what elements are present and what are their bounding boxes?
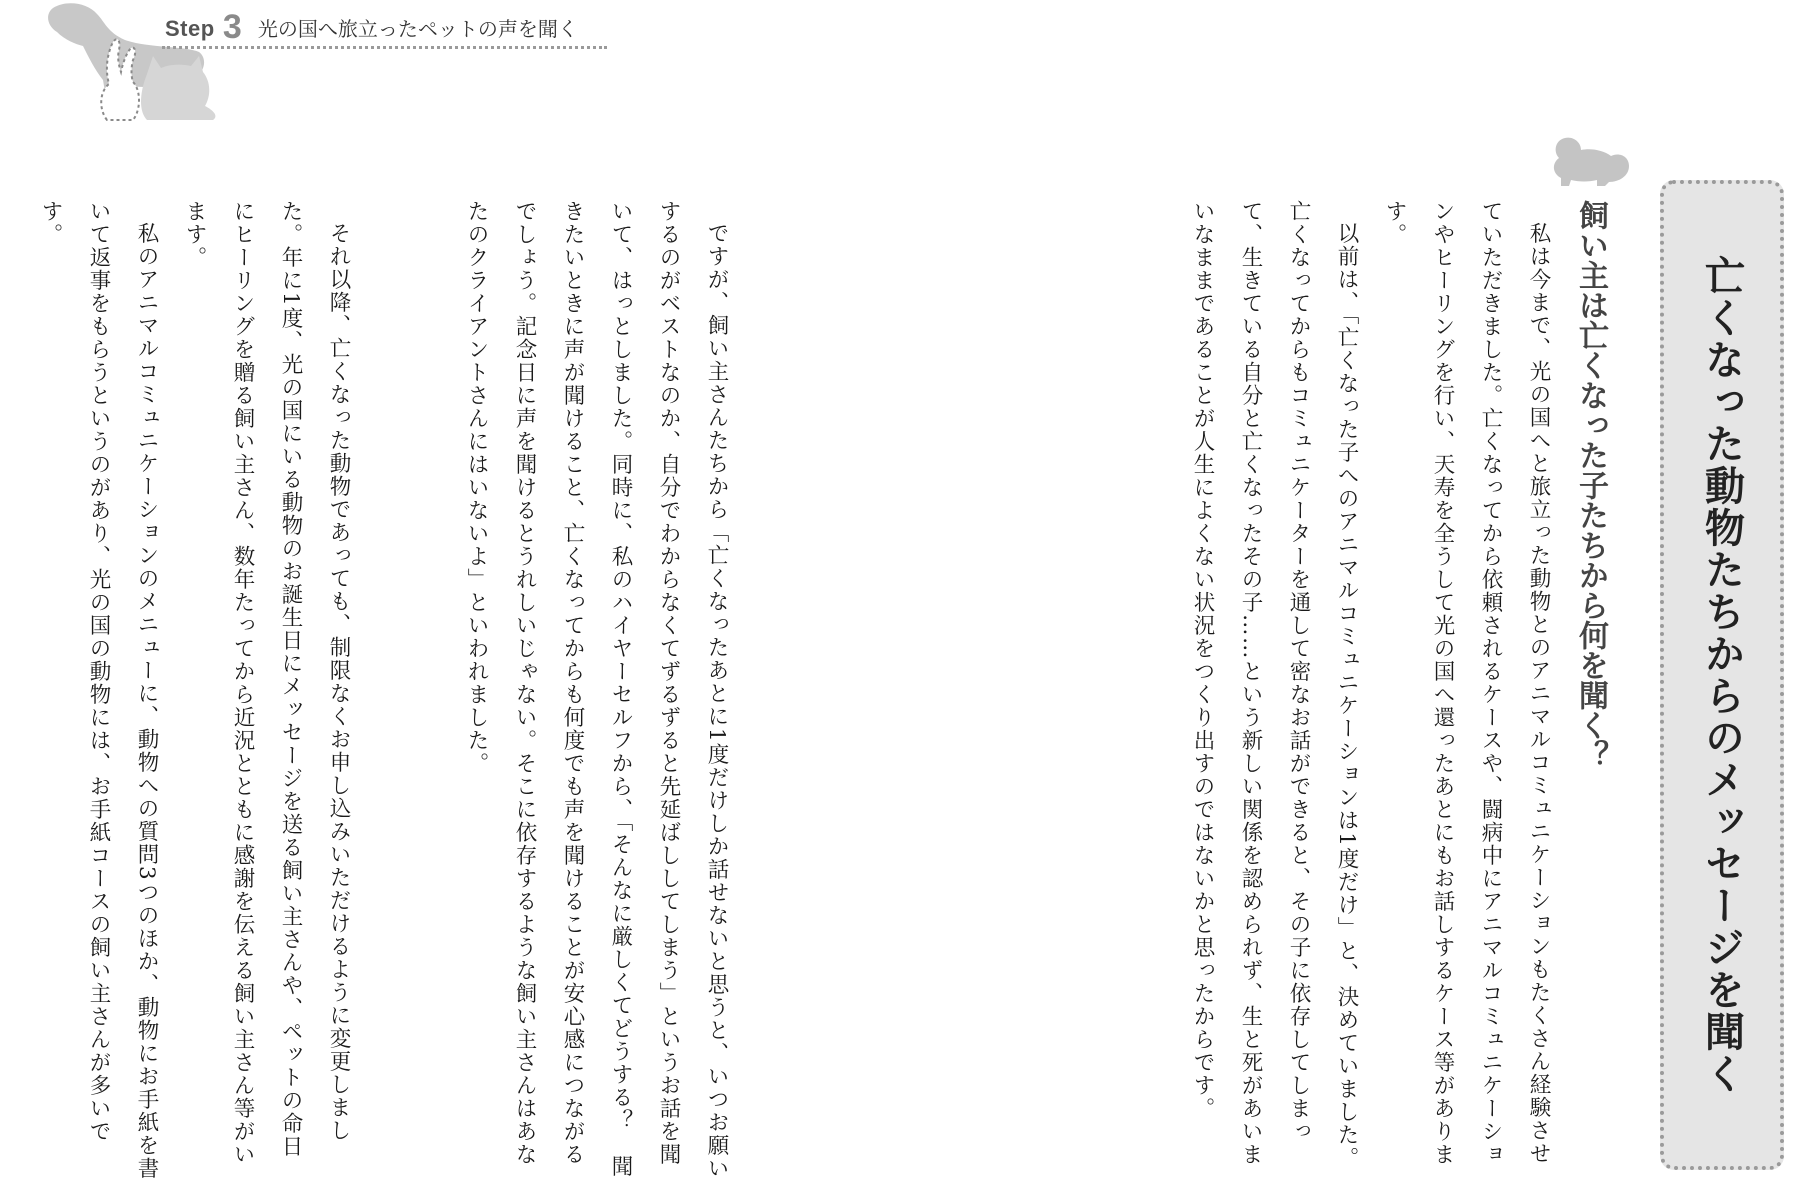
body-paragraph: 私は今まで、光の国へと旅立った動物とのアニマルコミュニケーションもたくさん経験させていただきました。亡くなってから依頼されるケースや、闘病中にアニマルコミュニケーションやヒーリングを行い、天寿を全うして光の国へ還ったあとにもお話しするケース等があります。 bbox=[1382, 200, 1551, 1166]
step-word: Step bbox=[165, 16, 215, 41]
body-paragraph: それ以降、亡くなった動物であっても、制限なくお申し込みいただけるように変更しました。年に1度、光の国にいる動物のお誕生日にメッセージを送る飼い主さんや、ペットの命日にヒーリングを贈る飼い主さん、数年たってから近況とともに感謝を伝える飼い主さん等がいます。 bbox=[182, 200, 351, 1166]
running-header bbox=[0, 0, 640, 130]
step-number: 3 bbox=[222, 8, 242, 46]
subheading: 飼い主は亡くなった子たちから何を聞く？ bbox=[1573, 200, 1608, 770]
body-paragraph: 私のアニマルコミュニケーションのメニューに、動物への質問3つのほか、動物にお手紙を書いて返事をもらうというのがあり、光の国の動物には、お手紙コースの飼い主さんが多いです。 bbox=[38, 200, 159, 1180]
header-divider bbox=[162, 46, 607, 49]
body-paragraph: ですが、飼い主さんたちから「亡くなったあとに1度だけしか話せないと思うと、いつお願いするのがベストなのか、自分でわからなくてずるずると先延ばししてしまう」というお話を聞いて、はっとしました。同時に、私のハイヤーセルフから、「そんなに厳しくてどうする？ 聞きたいときに声が聞けること、亡くなってからも何度でも声を聞けることが安心感につながるでしょう。記念日に声を聞けるとうれしいじゃない。そこに依存するような飼い主さんはあなたのクライアントさんにはいないよ」といわれました。 bbox=[464, 200, 729, 1180]
step-indicator bbox=[165, 6, 578, 45]
text-column-1 bbox=[1178, 200, 1562, 1180]
body-paragraph: 以前は、「亡くなった子へのアニマルコミュニケーションは1度だけ」と、決めていました。亡くなってからもコミュニケーターを通して密なお話ができると、その子に依存してしまって、生きている自分と亡くなったその子……という新しい関係を認められず、生と死があいまいなままであることが人生によくない状況をつくり出すのではないかと思ったからです。 bbox=[1190, 200, 1359, 1169]
text-column-3 bbox=[26, 200, 362, 1180]
section-title: 亡くなった動物たちからのメッセージを聞く bbox=[1698, 255, 1745, 1095]
section-title-box bbox=[1660, 180, 1784, 1170]
puppy-icon bbox=[1545, 128, 1635, 190]
chapter-title: 光の国へ旅立ったペットの声を聞く bbox=[257, 17, 578, 41]
text-column-2 bbox=[452, 200, 740, 1180]
